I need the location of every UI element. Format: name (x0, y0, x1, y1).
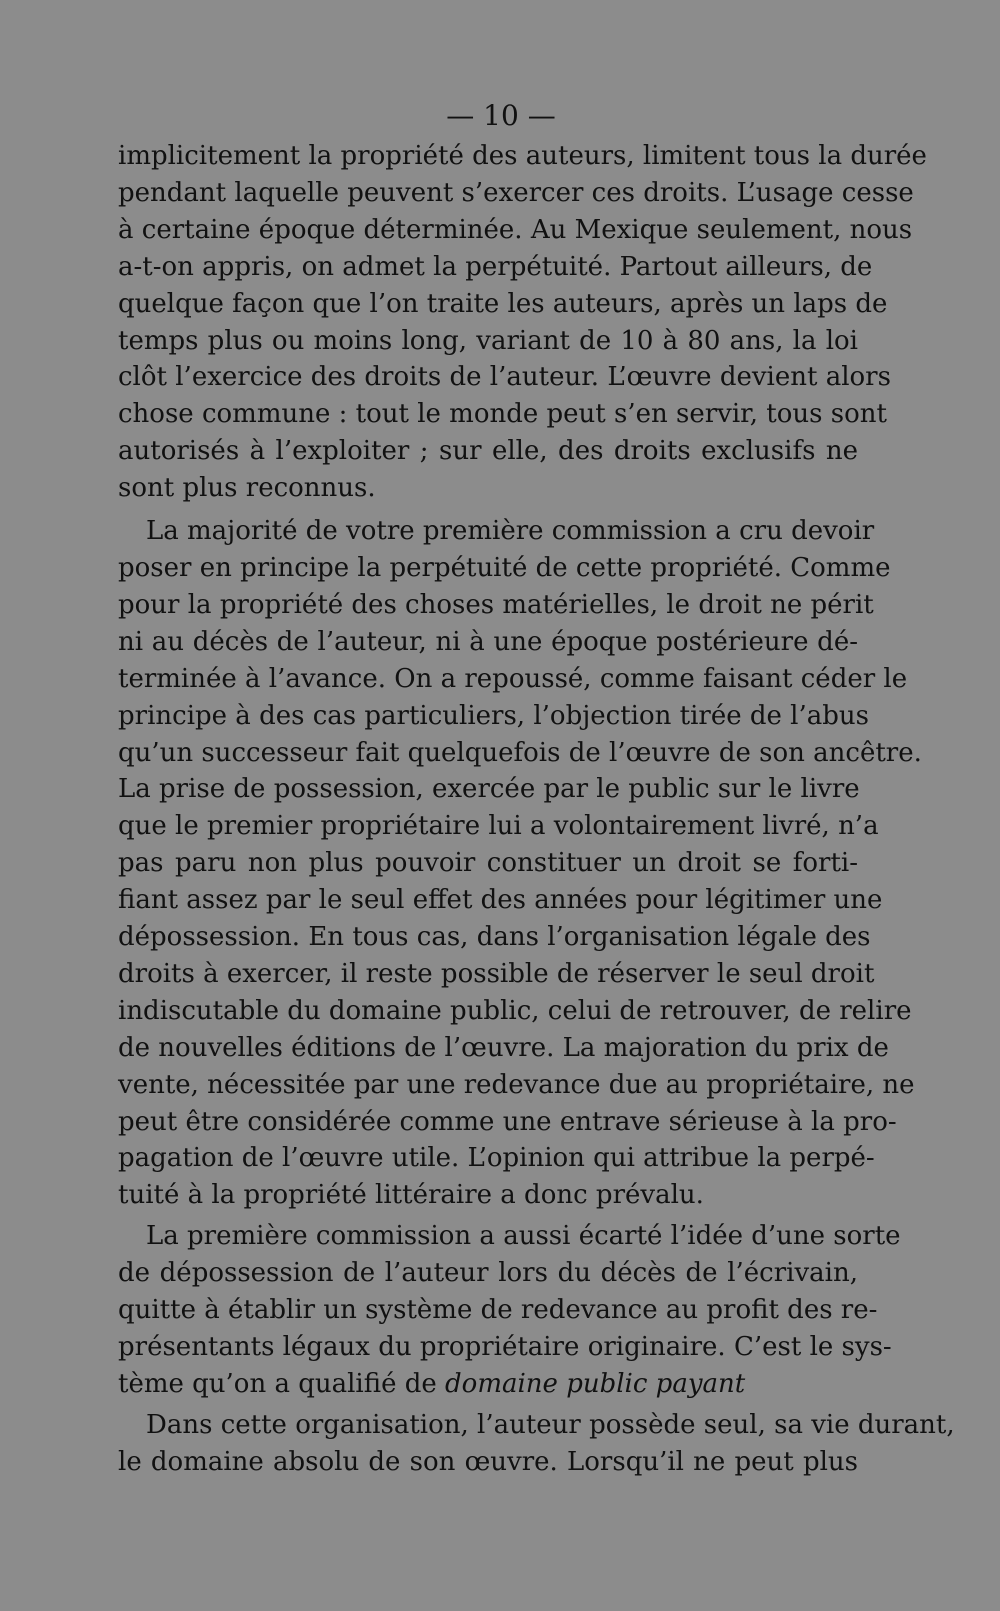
text-line: pas paru non plus pouvoir constituer un droit se forti- (118, 848, 858, 879)
text-line: de dépossession de l’auteur lors du décès de l’écrivain, (118, 1258, 858, 1289)
text-line: présentants légaux du propriétaire originaire. C’est le sys- (118, 1332, 892, 1362)
text-line: pendant laquelle peuvent s’exercer ces droits. L’usage cesse (118, 177, 914, 208)
text-line: indiscutable du domaine public, celui de retrouver, de relire (118, 995, 912, 1026)
text-line: vente, nécessitée par une redevance due au propriétaire, ne (118, 1069, 915, 1100)
text-line: le domaine absolu de son œuvre. Lorsqu’il ne peut plus (118, 1446, 858, 1477)
text-line: chose commune : tout le monde peut s’en servir, tous sont (118, 399, 887, 430)
paragraph-2 (118, 513, 922, 1214)
text-line: que le premier propriétaire lui a volontairement livré, n’a (118, 811, 879, 842)
document-page (118, 96, 955, 1481)
text-line: Dans cette organisation, l’auteur possède seul, sa vie durant, (146, 1409, 955, 1440)
text-line: pour la propriété des choses matérielles, le droit ne périt (118, 589, 874, 620)
text-line: peut être considérée comme une entrave sérieuse à la pro- (118, 1106, 897, 1137)
text-line: principe à des cas particuliers, l’objection tirée de l’abus (118, 700, 869, 731)
paragraph-4 (118, 1407, 955, 1481)
text-line: clôt l’exercice des droits de l’auteur. L’œuvre devient alors (118, 362, 891, 393)
text-line: temps plus ou moins long, variant de 10 à 80 ans, la loi (118, 325, 858, 356)
page-number: — 10 — (446, 99, 556, 132)
text-line: a-t-on appris, on admet la perpétuité. Partout ailleurs, de (118, 251, 873, 282)
text-line: sont plus reconnus. (118, 473, 376, 504)
italic-term: domaine public payant (445, 1368, 746, 1399)
text-line: qu’un successeur fait quelquefois de l’œuvre de son ancêtre. (118, 737, 922, 768)
text-line: dépossession. En tous cas, dans l’organisation légale des (118, 922, 871, 953)
text-line: ni au décès de l’auteur, ni à une époque postérieure dé- (118, 626, 858, 657)
paragraph-3 (118, 1218, 901, 1403)
text-line: droits à exercer, il reste possible de réserver le seul droit (118, 958, 875, 989)
text-line: à certaine époque déterminée. Au Mexique seulement, nous (118, 214, 913, 245)
text-line: La première commission a aussi écarté l’idée d’une sorte (146, 1221, 901, 1252)
text-line: quelque façon que l’on traite les auteurs, après un laps de (118, 288, 888, 319)
paragraph-1 (118, 138, 927, 507)
text-line: fiant assez par le seul effet des années pour légitimer une (118, 885, 883, 916)
text-line: pagation de l’œuvre utile. L’opinion qui attribue la perpé- (118, 1143, 875, 1174)
text-line: terminée à l’avance. On a repoussé, comme faisant céder le (118, 663, 908, 694)
text-line: de nouvelles éditions de l’œuvre. La majoration du prix de (118, 1032, 889, 1063)
text-line: La majorité de votre première commission a cru devoir (146, 516, 875, 547)
text-line: La prise de possession, exercée par le public sur le livre (118, 774, 860, 805)
text-line: poser en principe la perpétuité de cette propriété. Comme (118, 552, 891, 583)
text-segment: tème qu’on a qualifié de (118, 1368, 446, 1399)
text-line: tuité à la propriété littéraire a donc prévalu. (118, 1180, 704, 1211)
text-line: quitte à établir un système de redevance au profit des re- (118, 1295, 878, 1326)
text-line-with-italic (118, 1366, 858, 1403)
text-line: autorisés à l’exploiter ; sur elle, des droits exclusifs ne (118, 436, 858, 467)
text-line: implicitement la propriété des auteurs, limitent tous la durée (118, 141, 927, 171)
